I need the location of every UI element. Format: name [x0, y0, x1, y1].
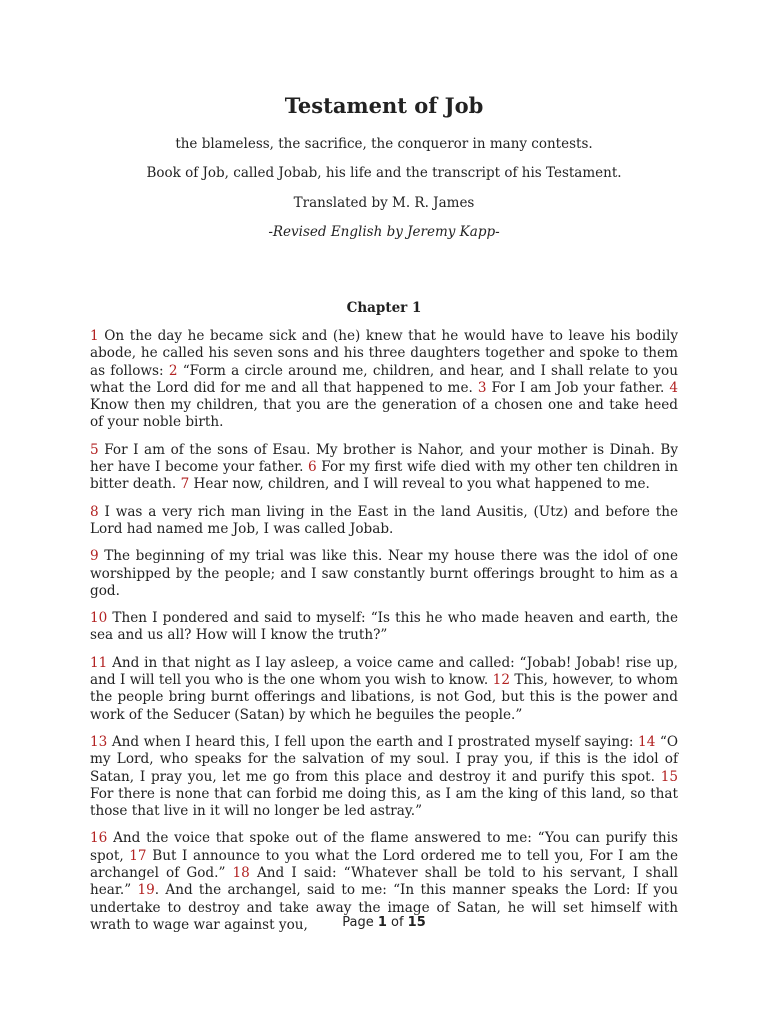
verse-text: “O my Lord, who speaks for the salvation of my soul. I pray you, if this is the idol of Satan, I pray you, let me go from this place and destroy it and purify this spot. [90, 733, 678, 785]
verse-text: And in that night as I lay asleep, a voice came and called: “Jobab! Jobab! rise up, and I will tell you who is the one whom you wish to know. [90, 654, 678, 689]
verse-number: 4 [669, 379, 678, 396]
verse-text: And the voice that spoke out of the flame answered to me: “You can purify this spot, [90, 830, 678, 864]
verse-number: 18 [232, 865, 250, 882]
verse-number: 9 [90, 548, 99, 565]
verse-text: Then I pondered and said to myself: “Is this he who made heaven and earth, the sea and us all? How will I know the truth?” [90, 610, 678, 644]
verse-text: But I announce to you what the Lord ordered me to tell you, For I am the archangel of God.” [90, 847, 679, 882]
paragraph [90, 504, 678, 539]
verse-number: 19 [137, 882, 155, 899]
verse-text: And I said: “Whatever shall be told to his servant, I shall hear.” [90, 865, 678, 899]
verse-text: . And the archangel, said to me: “In this manner speaks the Lord: If you undertake to destroy and take away the image of Satan, he will set himself with wrath to wage war against you, [90, 882, 679, 933]
verse-text: For I am Job your father. [486, 379, 670, 396]
verse-text: The beginning of my trial was like this. Near my house there was the idol of one worshipped by the people; and I saw constantly burnt offerings brought to him as a god. [90, 548, 678, 599]
paragraph [90, 655, 678, 724]
footer-separator: of [386, 915, 408, 930]
paragraph [90, 442, 678, 494]
revision-credit: -Revised English by Jeremy Kapp- [268, 224, 500, 240]
verse-number: 12 [492, 672, 510, 689]
paragraph [90, 734, 678, 820]
document-title: Testament of Job [284, 93, 484, 118]
verse-text: On the day he became sick and (he) knew that he would have to leave his bodily abode, he called his seven sons and his three daughters together and spoke to them as follows: [90, 328, 678, 379]
verse-text: And when I heard this, I fell upon the earth and I prostrated myself saying: [107, 733, 639, 750]
verse-number: 8 [90, 503, 99, 520]
document-description: Book of Job, called Jobab, his life and the transcript of his Testament. [146, 165, 622, 181]
verse-text: For my first wife died with my other ten children in bitter death. [90, 459, 678, 493]
paragraph [90, 610, 678, 645]
verse-text: For I am of the sons of Esau. My brother is Nahor, and your mother is Dinah. By her have I become your father. [90, 441, 678, 476]
paragraph [90, 548, 678, 600]
total-page-count: 15 [407, 915, 426, 930]
current-page-number: 1 [377, 915, 387, 930]
footer-prefix: Page [342, 915, 378, 930]
verse-number: 7 [180, 476, 190, 493]
verse-number: 2 [168, 362, 178, 379]
verse-text: For there is none that can forbid me doing this, as I am the king of this land, so that those that live in it will no longer be led astray.” [90, 785, 678, 820]
verse-number: 3 [477, 379, 487, 396]
verse-number: 6 [308, 459, 317, 476]
verse-number: 11 [90, 654, 108, 671]
verse-number: 15 [660, 768, 678, 785]
verse-number: 10 [90, 610, 108, 627]
verse-text: “Form a circle around me, children, and hear, and I shall relate to you what the Lord did for me and all that happened to me. [90, 362, 678, 396]
verse-text: This, however, to whom the people bring burnt offerings and libations, is not God, but this is the power and work of the Seducer (Satan) by which he beguiles the people.” [90, 672, 678, 723]
verse-number: 17 [129, 847, 147, 864]
page-footer [0, 915, 768, 930]
verse-text: Hear now, children, and I will reveal to you what happened to me. [189, 476, 650, 493]
verse-number: 1 [90, 328, 99, 344]
paragraph [90, 328, 678, 432]
verse-number: 14 [638, 733, 656, 750]
verse-number: 16 [90, 830, 108, 847]
verse-text: Know then my children, that you are the generation of a chosen one and take heed of your noble birth. [90, 397, 678, 431]
chapter-heading: Chapter 1 [346, 300, 422, 316]
verse-text: I was a very rich man living in the East in the land Ausitis, (Utz) and before the Lord had named me Job, I was called Jobab. [90, 503, 678, 537]
verse-number: 13 [90, 733, 108, 750]
translator-credit: Translated by M. R. James [293, 195, 475, 211]
chapter-body [90, 328, 678, 944]
document-subtitle: the blameless, the sacrifice, the conqueror in many contests. [175, 136, 593, 152]
verse-number: 5 [90, 441, 99, 458]
